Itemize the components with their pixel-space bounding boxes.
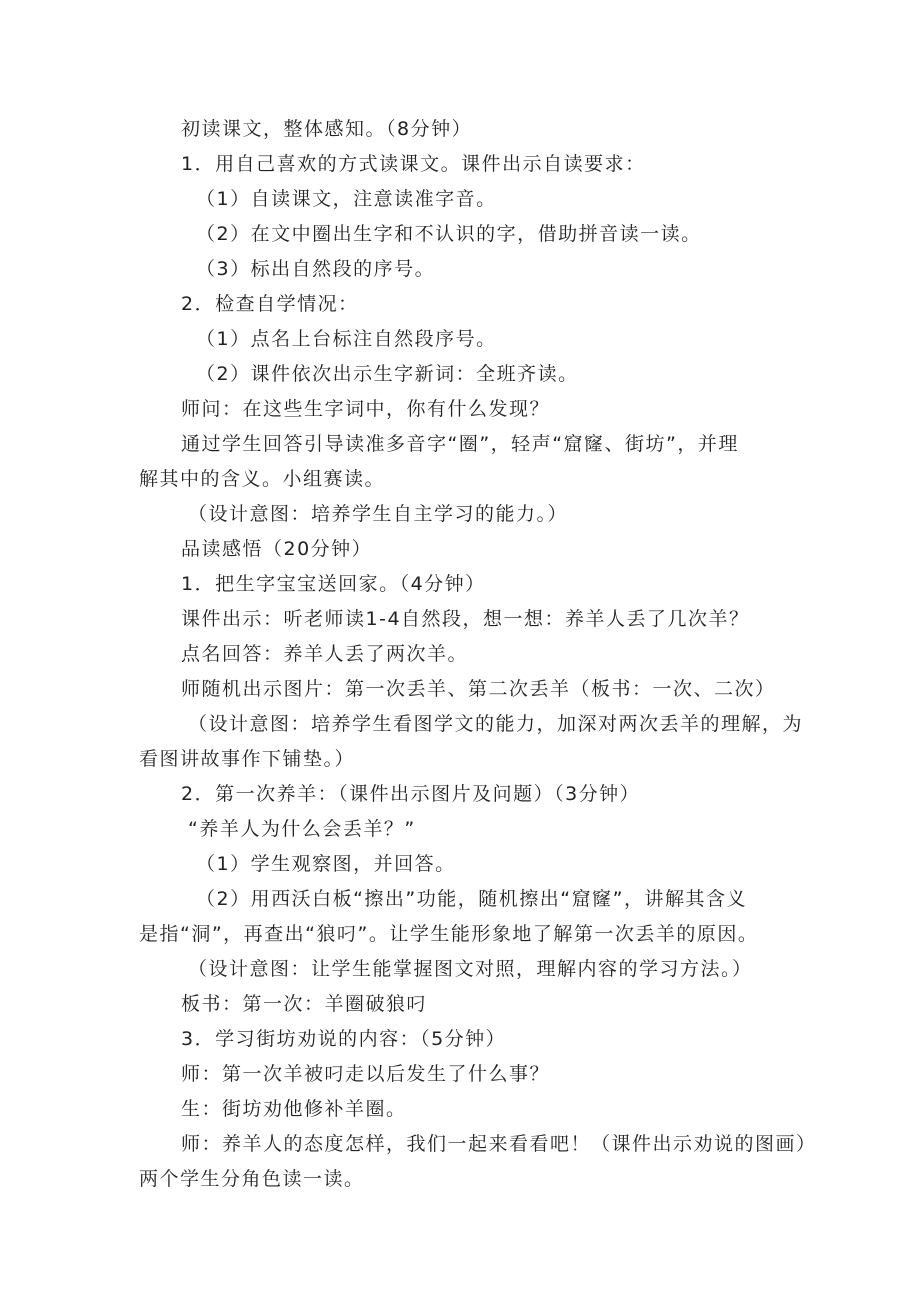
teacher-attitude-line-1: 师：养羊人的态度怎样，我们一起来看看吧！（课件出示劝说的图画）: [181, 1133, 817, 1155]
teacher-question: 师问：在这些生字词中，你有什么发现？: [181, 398, 551, 420]
heading-appreciation: 品读感悟（20分钟）: [181, 538, 373, 560]
blackboard-note: 板书：第一次：羊圈破狼叼: [181, 993, 428, 1015]
teacher-show-pictures: 师随机出示图片：第一次丢羊、第二次丢羊（板书：一次、二次）: [181, 678, 776, 700]
requirement-1: （1）自读课文，注意读准字音。: [196, 188, 497, 210]
design-intent-3: （设计意图：让学生能掌握图文对照，理解内容的学习方法。）: [188, 958, 753, 980]
first-time-item-1: （1）学生观察图，并回答。: [196, 853, 456, 875]
teacher-question-2: 师：第一次羊被叼走以后发生了什么事？: [181, 1063, 551, 1085]
paragraph-guide-line-1: 通过学生回答引导读准多音字“圈”，轻声“窟窿、街坊”，并理: [181, 433, 739, 455]
heading-first-reading: 初读课文，整体感知。（8分钟）: [181, 118, 473, 140]
design-intent-1: （设计意图：培养学生自主学习的能力。）: [188, 503, 569, 525]
requirement-2: （2）在文中圈出生字和不认识的字，借助拼音读一读。: [196, 223, 702, 245]
question-quote: “养羊人为什么会丢羊？”: [188, 818, 416, 840]
step-1-characters: 1．把生字宝宝送回家。（4分钟）: [181, 573, 486, 595]
step-2-first-time: 2．第一次养羊：（课件出示图片及问题）（3分钟）: [181, 783, 641, 805]
answer-line: 点名回答：养羊人丢了两次羊。: [181, 643, 469, 665]
first-time-item-2-line-2: 是指“洞”，再查出“狼叼”。让学生能形象地了解第一次丢羊的原因。: [139, 923, 759, 945]
step-1-read-text: 1．用自己喜欢的方式读课文。课件出示自读要求：: [181, 153, 646, 175]
paragraph-guide-line-2: 解其中的含义。小组赛读。: [139, 468, 386, 490]
first-time-item-2-line-1: （2）用西沃白板“擦出”功能，随机擦出“窟窿”，讲解其含义: [196, 888, 747, 910]
check-item-2: （2）课件依次出示生字新词：全班齐读。: [196, 363, 579, 385]
design-intent-2-line-1: （设计意图：培养学生看图学文的能力，加深对两次丢羊的理解，为: [188, 713, 804, 735]
requirement-3: （3）标出自然段的序号。: [196, 258, 436, 280]
courseware-show: 课件出示：听老师读1-4自然段，想一想：养羊人丢了几次羊？: [181, 608, 750, 630]
step-3-neighbor-advice: 3．学习街坊劝说的内容：（5分钟）: [181, 1028, 507, 1050]
design-intent-2-line-2: 看图讲故事作下铺垫。）: [139, 748, 356, 770]
step-2-check: 2．检查自学情况：: [181, 293, 359, 315]
student-answer: 生：街坊劝他修补羊圈。: [181, 1098, 407, 1120]
check-item-1: （1）点名上台标注自然段序号。: [196, 328, 497, 350]
teacher-attitude-line-2: 两个学生分角色读一读。: [139, 1168, 365, 1190]
